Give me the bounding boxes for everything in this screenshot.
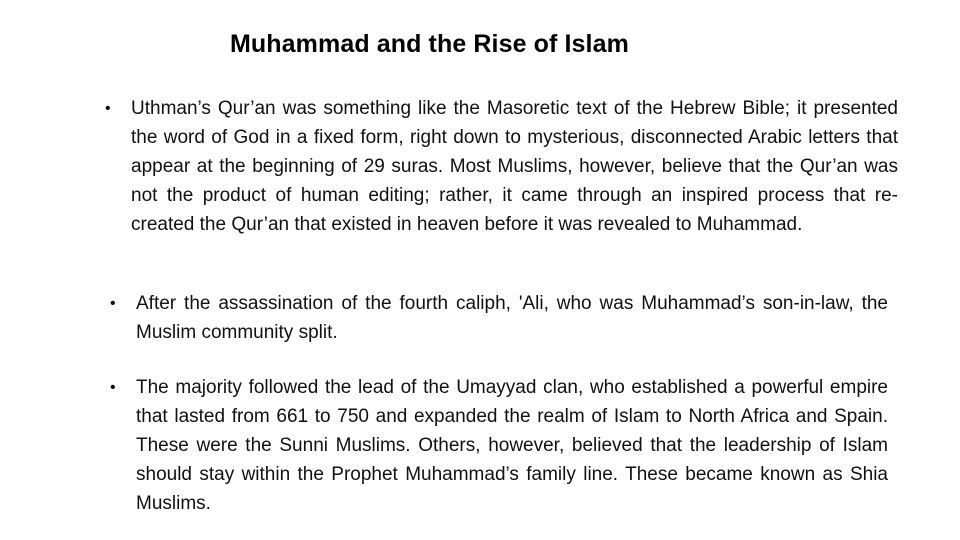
bullet-item	[110, 373, 888, 518]
bullet-item	[105, 94, 898, 239]
bullet-text: The majority followed the lead of the Umayyad clan, who established a powerful empire that lasted from 661 to 750 and expanded the realm of Islam to North Africa and Spain. These were the Sunni Muslims. Others, however, believed that the leadership of Islam should stay within the Prophet Muhammad’s family line. These became known as Shia Muslims.	[136, 377, 888, 514]
bullet-text: Uthman’s Qur’an was something like the Masoretic text of the Hebrew Bible; it presented the word of God in a fixed form, right down to mysterious, disconnected Arabic letters that appear at the beginning of 29 suras. Most Muslims, however, believe that the Qur’an was not the product of human editing; rather, it came through an inspired process that re-created the Qur’an that existed in heaven before it was revealed to Muhammad.	[131, 98, 898, 235]
bullet-dot-icon: •	[105, 100, 111, 117]
bullet-text: After the assassination of the fourth caliph, 'Ali, who was Muhammad’s son-in-law, the Muslim community split.	[136, 293, 888, 343]
bullet-dot-icon: •	[110, 295, 116, 312]
bullet-dot-icon: •	[110, 379, 116, 396]
bullet-item	[110, 289, 888, 347]
slide-title: Muhammad and the Rise of Islam	[230, 30, 629, 58]
